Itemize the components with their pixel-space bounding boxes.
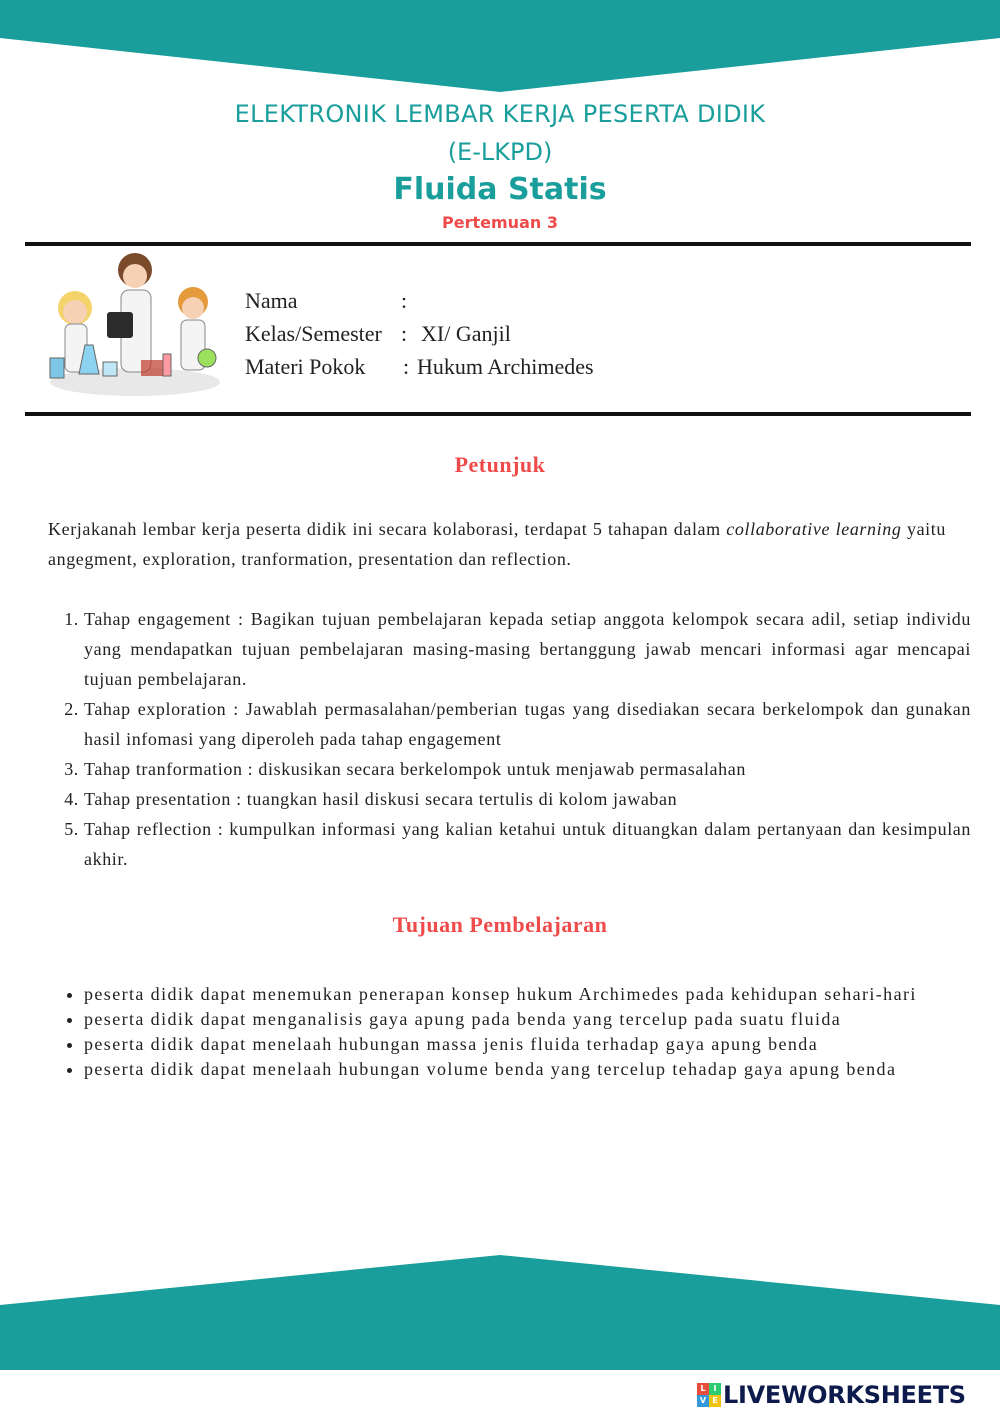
meeting-label: Pertemuan 3: [442, 213, 558, 232]
info-label: Nama: [245, 288, 298, 313]
scientists-illustration: [45, 250, 225, 400]
info-separator: :: [401, 288, 408, 313]
logo-letter: V: [697, 1395, 709, 1407]
logo-letter: I: [709, 1383, 721, 1395]
topic-heading: Fluida Statis: [393, 172, 607, 207]
steps-list: [60, 604, 971, 874]
info-separator: :: [403, 354, 410, 379]
petunjuk-intro: [48, 514, 946, 574]
info-label: Materi Pokok: [245, 354, 366, 379]
worksheet-title: ELEKTRONIK LEMBAR KERJA PESERTA DIDIK: [234, 100, 766, 128]
info-separator: :: [401, 321, 408, 346]
goal-item: • peserta didik dapat menemukan penerapan konsep hukum Archimedes pada kehidupan sehari-hari: [84, 982, 971, 1007]
step-item: 2. Tahap exploration : Jawablah permasalahan/pemberian tugas yang disediakan secara berkelompok dan gunakan hasil infomasi yang diperoleh pada tahap engagement: [84, 694, 971, 754]
step-item: 4. Tahap presentation : tuangkan hasil diskusi secara tertulis di kolom jawaban: [84, 784, 971, 814]
tujuan-heading: Tujuan Pembelajaran: [392, 912, 608, 937]
info-value-materi: Hukum Archimedes: [417, 354, 594, 379]
watermark-text: LIVEWORKSHEETS: [723, 1381, 966, 1409]
goals-list: [60, 982, 971, 1082]
goal-item: • peserta didik dapat menganalisis gaya apung pada benda yang tercelup pada suatu fluida: [84, 1007, 971, 1032]
info-label: Kelas/Semester: [245, 321, 382, 346]
logo-letter: L: [697, 1383, 709, 1395]
goal-item: • peserta didik dapat menelaah hubungan massa jenis fluida terhadap gaya apung benda: [84, 1032, 971, 1057]
liveworksheets-logo-icon: [697, 1383, 721, 1407]
intro-text-start: Kerjakanah lembar kerja peserta didik ini secara kolaborasi, terdapat 5 tahapan dalam: [48, 519, 727, 539]
step-item: 5. Tahap reflection : kumpulkan informasi yang kalian ketahui untuk dituangkan dalam pertanyaan dan kesimpulan akhir.: [84, 814, 971, 874]
divider-bottom: [25, 412, 971, 416]
logo-letter: E: [709, 1395, 721, 1407]
step-item: 3. Tahap tranformation : diskusikan secara berkelompok untuk menjawab permasalahan: [84, 754, 971, 784]
worksheet-subtitle: (E-LKPD): [447, 138, 553, 166]
intro-italic-term: collaborative learning: [726, 519, 902, 539]
intro-text-end: yaitu angegment, exploration, tranformation, presentation dan reflection.: [48, 519, 946, 569]
liveworksheets-watermark[interactable]: [697, 1378, 997, 1412]
goal-item: • peserta didik dapat menelaah hubungan volume benda yang tercelup tehadap gaya apung benda: [84, 1057, 971, 1082]
info-value-kelas: XI/ Ganjil: [421, 321, 511, 346]
top-decorative-band: [0, 0, 1000, 100]
petunjuk-heading: Petunjuk: [454, 452, 546, 477]
step-item: 1. Tahap engagement : Bagikan tujuan pembelajaran kepada setiap anggota kelompok secara adil, setiap individu yang mendapatkan tujuan pembelajaran masing-masing bertanggung jawab mencari informasi agar mencapai tujuan pembelajaran.: [84, 604, 971, 694]
divider-top: [25, 242, 971, 246]
